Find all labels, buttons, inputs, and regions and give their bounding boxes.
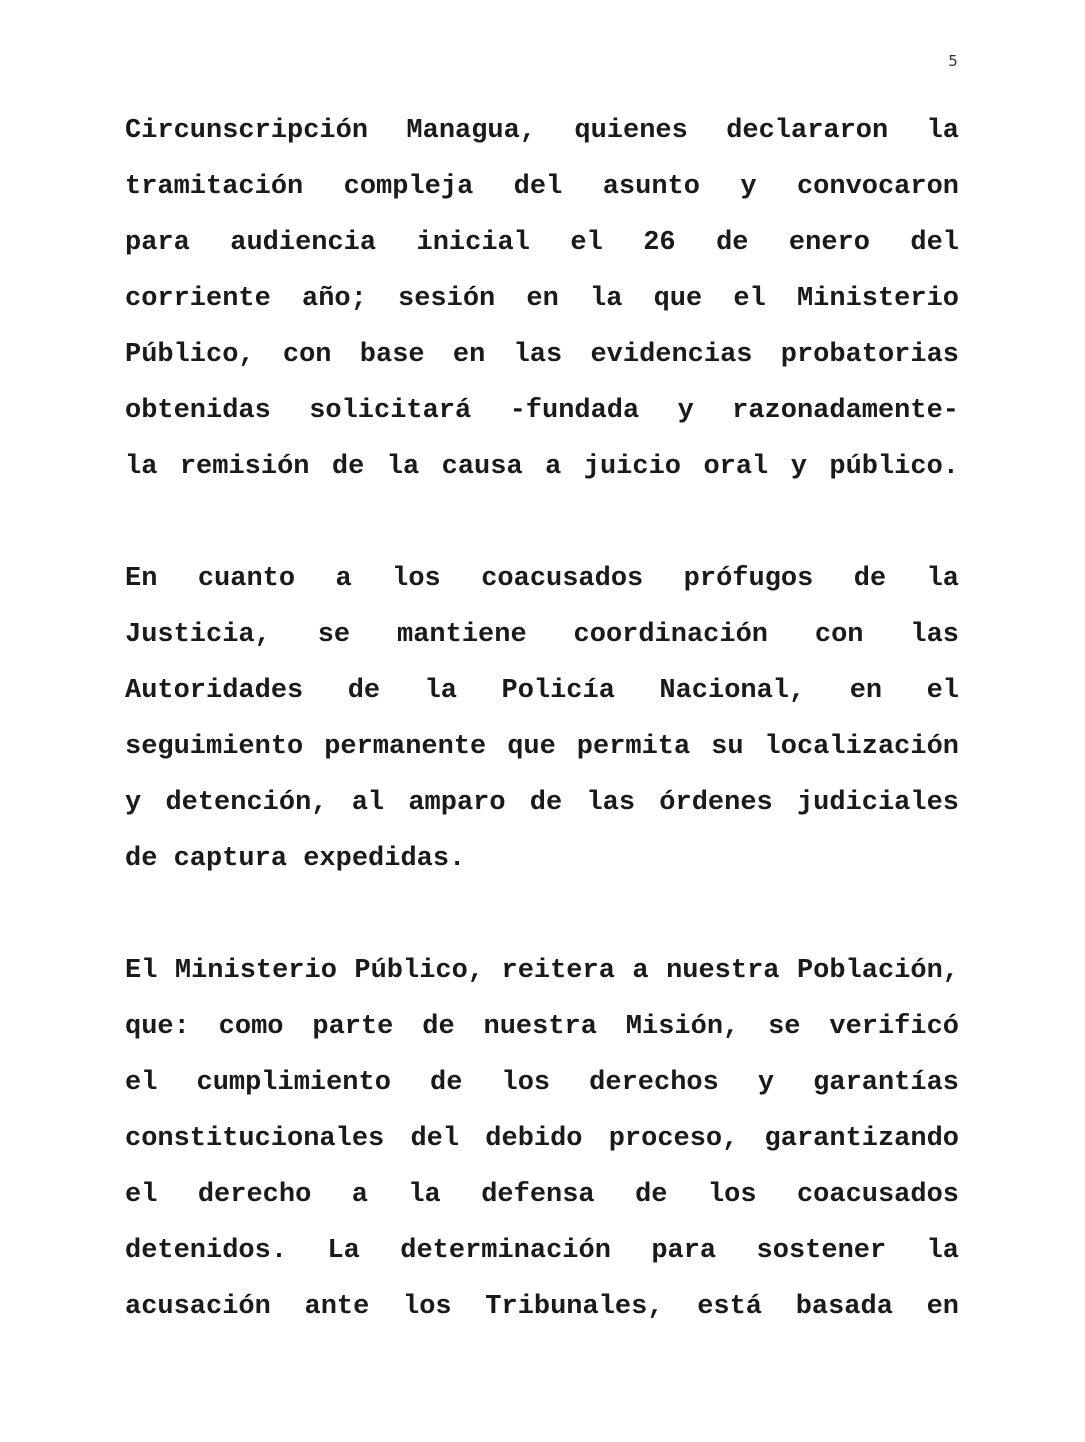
text-line: acusación ante los Tribunales, está basada en xyxy=(125,1292,959,1322)
paragraph-spacer xyxy=(125,495,959,551)
text-line: la remisión de la causa a juicio oral y público. xyxy=(125,452,959,482)
text-line: obtenidas solicitará -fundada y razonadamente- xyxy=(125,396,959,426)
document-body xyxy=(125,103,959,1335)
paragraph-3 xyxy=(125,943,959,1335)
text-line: Justicia, se mantiene coordinación con las xyxy=(125,620,959,650)
paragraph-2 xyxy=(125,551,959,887)
text-line: Público, con base en las evidencias probatorias xyxy=(125,340,959,370)
text-line: seguimiento permanente que permita su localización xyxy=(125,732,959,762)
text-line: el cumplimiento de los derechos y garantías xyxy=(125,1068,959,1098)
text-line: que: como parte de nuestra Misión, se verificó xyxy=(125,1012,959,1042)
page-number: 5 xyxy=(948,52,958,70)
text-line: Autoridades de la Policía Nacional, en el xyxy=(125,676,959,706)
text-line: El Ministerio Público, reitera a nuestra Población, xyxy=(125,956,959,986)
text-line: tramitación compleja del asunto y convocaron xyxy=(125,172,959,202)
text-line: corriente año; sesión en la que el Ministerio xyxy=(125,284,959,314)
text-line: detenidos. La determinación para sostener la xyxy=(125,1236,959,1266)
text-line: el derecho a la defensa de los coacusados xyxy=(125,1180,959,1210)
text-line: En cuanto a los coacusados prófugos de la xyxy=(125,564,959,594)
paragraph-1 xyxy=(125,103,959,495)
paragraph-spacer xyxy=(125,887,959,943)
text-line: constitucionales del debido proceso, garantizando xyxy=(125,1124,959,1154)
text-line: y detención, al amparo de las órdenes judiciales xyxy=(125,788,959,818)
text-line: para audiencia inicial el 26 de enero del xyxy=(125,228,959,258)
text-line: Circunscripción Managua, quienes declararon la xyxy=(125,116,959,146)
text-line: de captura expedidas. xyxy=(125,844,466,874)
